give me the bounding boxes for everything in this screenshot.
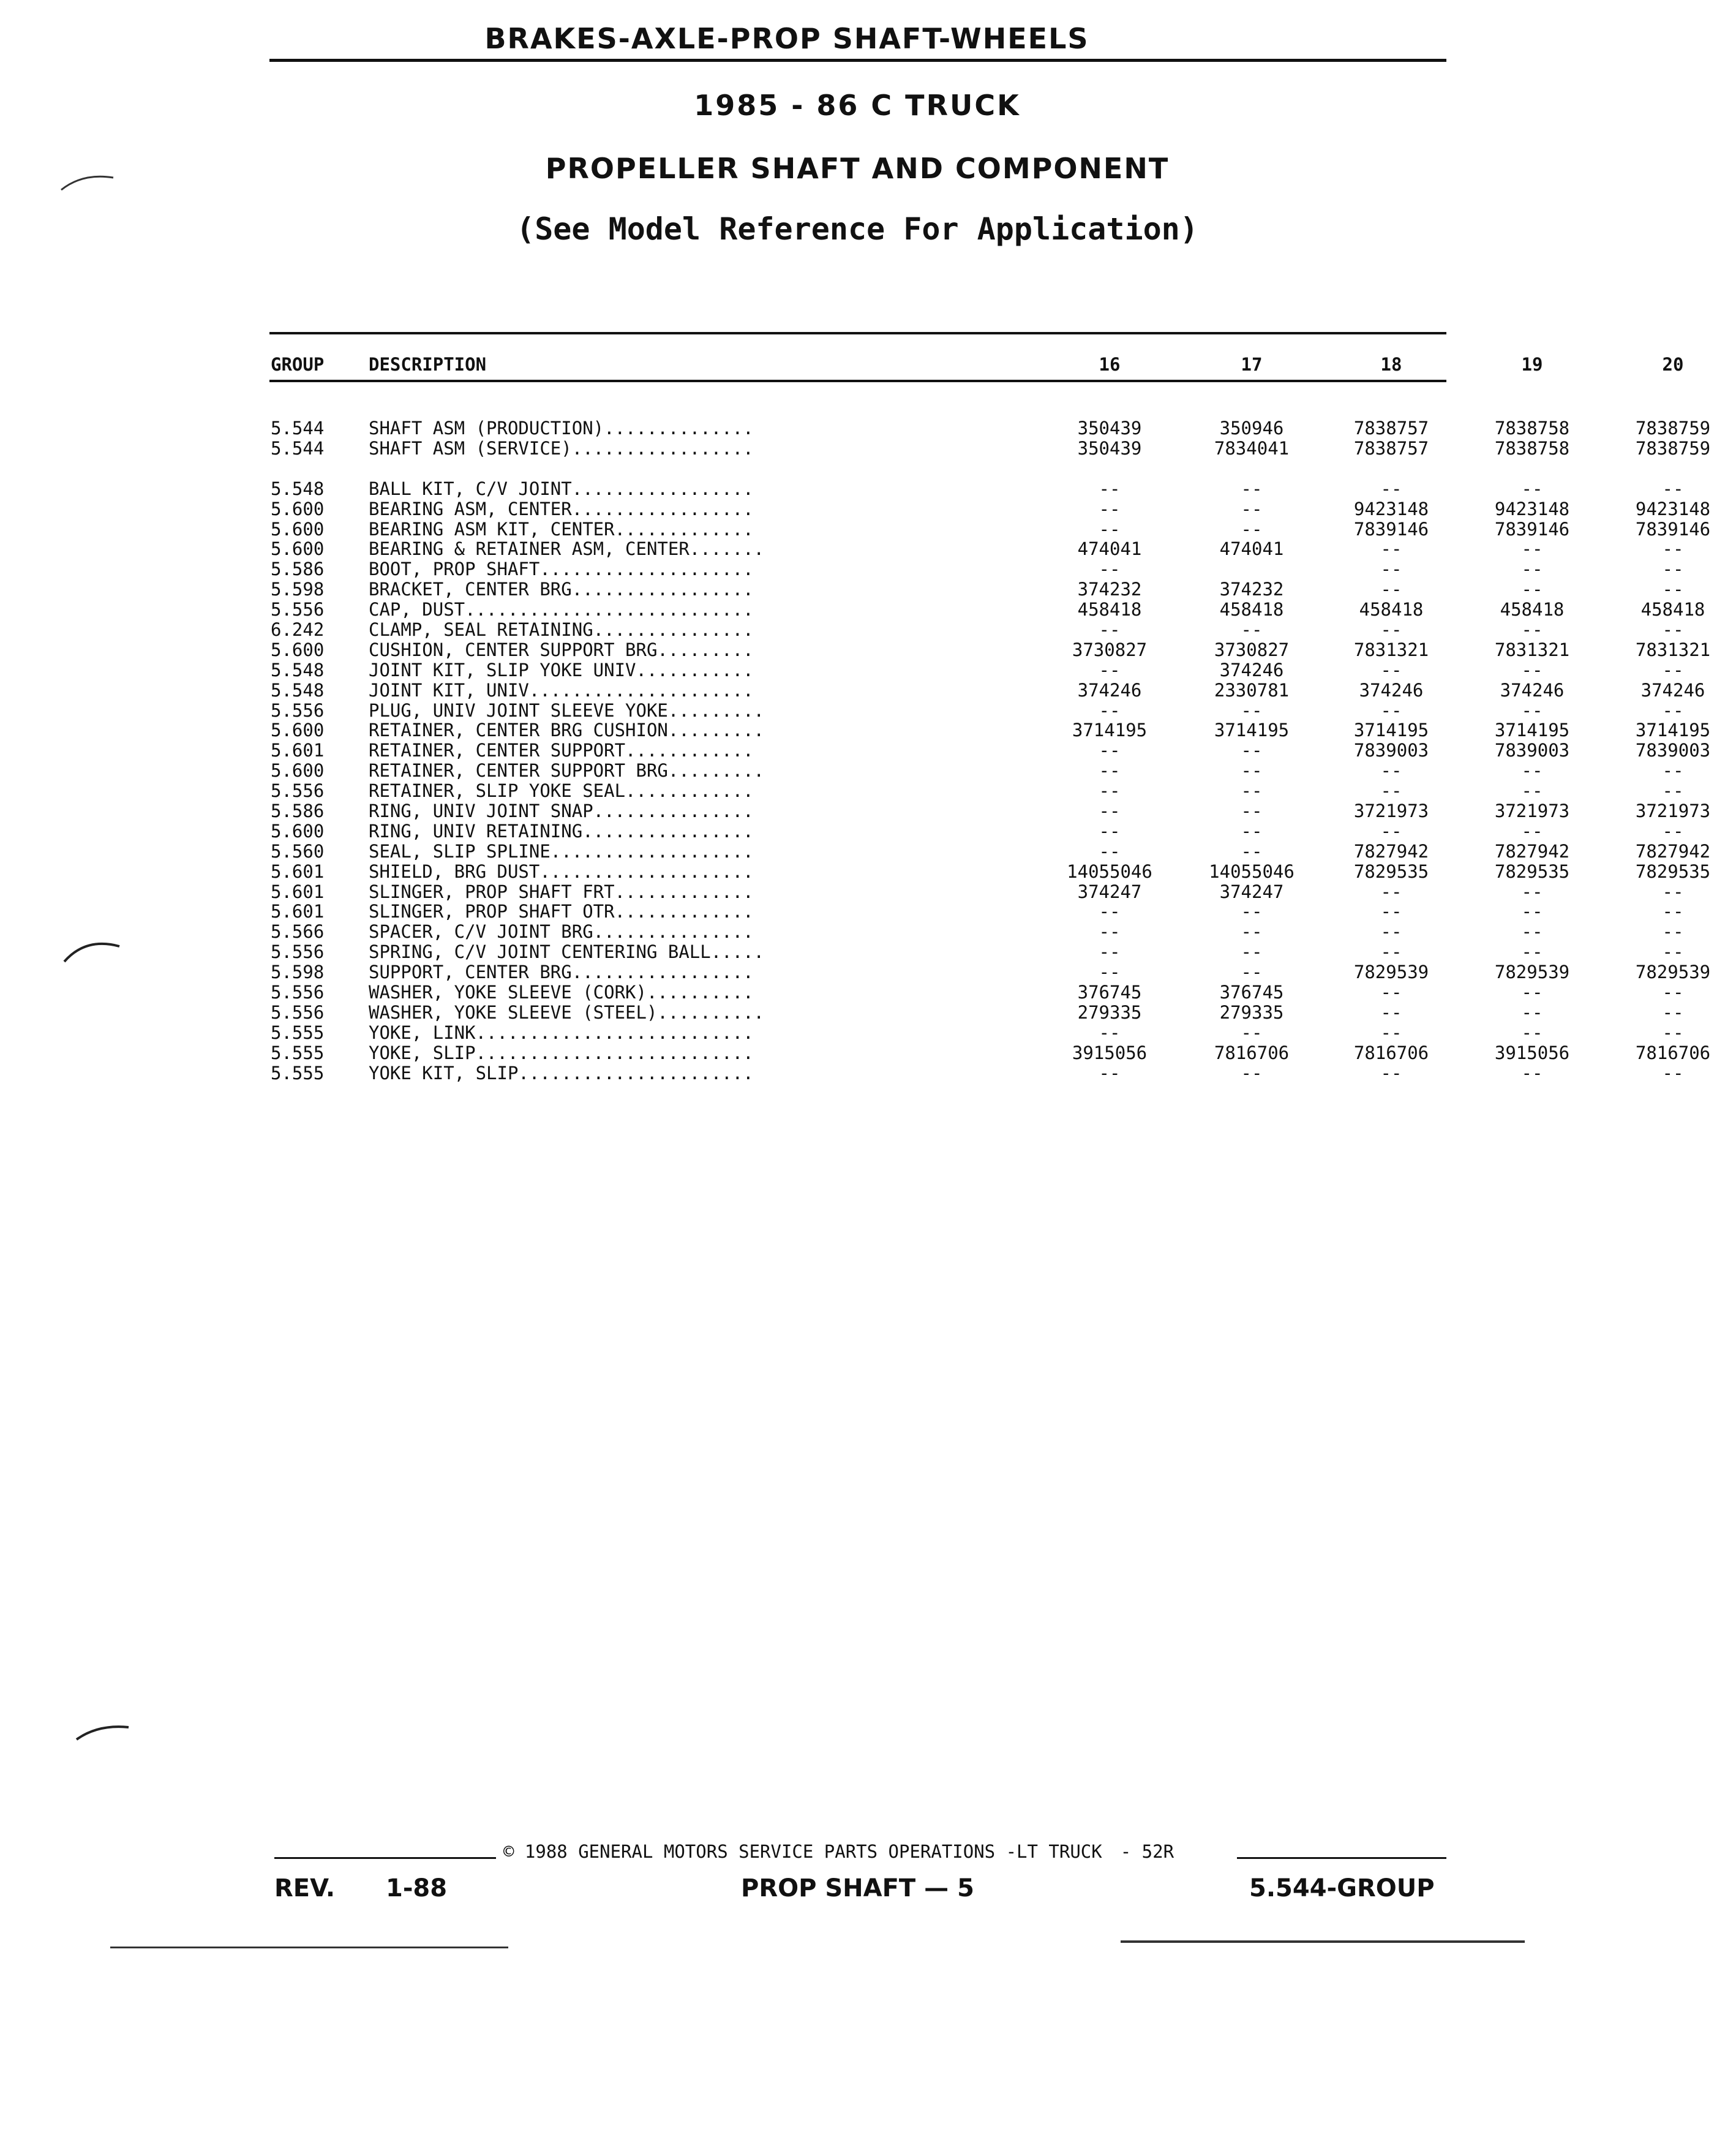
cell-description: RING, UNIV RETAINING................ [369, 820, 754, 842]
cell-18: -- [1380, 1001, 1402, 1023]
cell-19: 458418 [1500, 599, 1565, 620]
cell-18: 374246 [1359, 679, 1424, 701]
cell-group: 5.544 [271, 437, 325, 459]
cell-description: WASHER, YOKE SLEEVE (CORK).......... [369, 982, 754, 1003]
cell-16: 474041 [1077, 538, 1142, 560]
margin-mark [61, 934, 129, 965]
cell-description: BALL KIT, C/V JOINT................. [369, 478, 754, 499]
table-top-rule [269, 332, 1446, 334]
cell-20: 3721973 [1635, 801, 1711, 822]
cell-group: 5.586 [271, 801, 325, 822]
cell-19: -- [1521, 1001, 1543, 1023]
cell-20: 7829535 [1635, 861, 1711, 882]
cell-group: 5.601 [271, 740, 325, 761]
cell-16: -- [1099, 820, 1121, 842]
table-row [271, 1042, 1711, 1063]
cell-description: JOINT KIT, SLIP YOKE UNIV........... [369, 659, 754, 680]
table-row [271, 921, 1684, 943]
cell-19: 7838758 [1494, 418, 1570, 439]
cell-17: 7834041 [1214, 437, 1290, 459]
cell-16: -- [1099, 740, 1121, 761]
cell-description: SLINGER, PROP SHAFT FRT............. [369, 881, 754, 902]
cell-18: 7827942 [1353, 840, 1429, 862]
cell-group: 5.600 [271, 639, 325, 660]
cell-18: -- [1380, 538, 1402, 560]
cell-group: 5.600 [271, 820, 325, 842]
cell-description: YOKE, LINK.......................... [369, 1022, 754, 1043]
cell-19: 7829535 [1494, 861, 1570, 882]
cell-20: -- [1662, 881, 1684, 902]
table-row [271, 437, 1711, 459]
cell-17: 374232 [1219, 579, 1284, 600]
table-row [271, 941, 1684, 963]
table-row [271, 1022, 1684, 1043]
cell-19: -- [1521, 982, 1543, 1003]
cell-20: 7827942 [1635, 840, 1711, 862]
cell-18: -- [1380, 699, 1402, 721]
cell-20: 7839003 [1635, 740, 1711, 761]
table-header [271, 354, 1684, 379]
cell-17: -- [1241, 780, 1263, 802]
margin-mark [73, 1715, 141, 1746]
header-col-19: 19 [1521, 354, 1543, 375]
cell-18: -- [1380, 478, 1402, 499]
cell-17: 374247 [1219, 881, 1284, 902]
cell-16: -- [1099, 921, 1121, 943]
cell-17: 14055046 [1209, 861, 1295, 882]
cell-group: 5.600 [271, 760, 325, 782]
cell-16: 350439 [1077, 437, 1142, 459]
cell-18: 7829535 [1353, 861, 1429, 882]
cell-description: SPRING, C/V JOINT CENTERING BALL..... [369, 941, 765, 963]
cell-group: 5.556 [271, 780, 325, 802]
footer-rule-left [274, 1857, 496, 1859]
cell-16: 3714195 [1072, 720, 1148, 741]
cell-17: -- [1241, 962, 1263, 983]
cell-18: 458418 [1359, 599, 1424, 620]
cell-20: 7839146 [1635, 518, 1711, 540]
cell-group: 5.598 [271, 579, 325, 600]
table-row [271, 679, 1705, 701]
cell-19: -- [1521, 820, 1543, 842]
cell-16: 3915056 [1072, 1042, 1148, 1063]
cell-18: 3714195 [1353, 720, 1429, 741]
table-row [271, 659, 1684, 680]
cell-16: 374247 [1077, 881, 1142, 902]
cell-20: -- [1662, 478, 1684, 499]
cell-18: 7831321 [1353, 639, 1429, 660]
cell-18: -- [1380, 780, 1402, 802]
cell-17: -- [1241, 1022, 1263, 1043]
cell-19: -- [1521, 538, 1543, 560]
cell-19: 7829539 [1494, 962, 1570, 983]
header-col-18: 18 [1380, 354, 1402, 375]
cell-group: 5.600 [271, 498, 325, 519]
cell-18: 9423148 [1353, 498, 1429, 519]
cell-20: 7829539 [1635, 962, 1711, 983]
cell-20: 7816706 [1635, 1042, 1711, 1063]
vehicle-title: 1985 - 86 C TRUCK [694, 89, 1021, 122]
section-title: BRAKES-AXLE-PROP SHAFT-WHEELS [484, 22, 1089, 55]
cell-17: -- [1241, 801, 1263, 822]
cell-16: -- [1099, 619, 1121, 641]
cell-18: -- [1380, 982, 1402, 1003]
header-rule [269, 59, 1446, 62]
section-label: PROP SHAFT — 5 [741, 1874, 974, 1902]
cell-group: 5.566 [271, 921, 325, 943]
cell-20: 9423148 [1635, 498, 1711, 519]
header-description: DESCRIPTION [369, 354, 487, 375]
cell-16: -- [1099, 478, 1121, 499]
cell-19: -- [1521, 619, 1543, 641]
margin-mark [58, 165, 126, 196]
cell-group: 5.601 [271, 881, 325, 902]
cell-group: 5.586 [271, 559, 325, 580]
cell-17: -- [1241, 518, 1263, 540]
cell-16: 279335 [1077, 1001, 1142, 1023]
cell-18: -- [1380, 1022, 1402, 1043]
copyright-line [503, 1841, 1192, 1862]
cell-20: -- [1662, 1001, 1684, 1023]
parts-table [271, 418, 1711, 1084]
cell-group: 5.555 [271, 1022, 325, 1043]
cell-description: RETAINER, CENTER SUPPORT............ [369, 740, 754, 761]
cell-16: -- [1099, 518, 1121, 540]
cell-16: 376745 [1077, 982, 1142, 1003]
cell-description: RETAINER, SLIP YOKE SEAL............ [369, 780, 754, 802]
cell-19: -- [1521, 699, 1543, 721]
cell-19: -- [1521, 901, 1543, 922]
cell-20: -- [1662, 659, 1684, 680]
cell-description: BEARING ASM KIT, CENTER............. [369, 518, 754, 540]
cell-19: 9423148 [1494, 498, 1570, 519]
cell-16: 350439 [1077, 418, 1142, 439]
cell-19: 374246 [1500, 679, 1565, 701]
cell-20: 7838759 [1635, 437, 1711, 459]
cell-18: -- [1380, 619, 1402, 641]
bottom-scan-line [110, 1947, 508, 1948]
header-col-17: 17 [1241, 354, 1263, 375]
cell-16: -- [1099, 498, 1121, 519]
cell-19: -- [1521, 579, 1543, 600]
cell-18: 7839003 [1353, 740, 1429, 761]
cell-group: 5.548 [271, 679, 325, 701]
cell-19: 7838758 [1494, 437, 1570, 459]
cell-description: SHAFT ASM (SERVICE)................. [369, 437, 754, 459]
cell-16: 458418 [1077, 599, 1142, 620]
cell-description: CAP, DUST........................... [369, 599, 754, 620]
cell-group: 5.598 [271, 962, 325, 983]
cell-description: RETAINER, CENTER SUPPORT BRG......... [369, 760, 765, 782]
cell-group: 5.600 [271, 518, 325, 540]
cell-group: 5.556 [271, 699, 325, 721]
cell-19: -- [1521, 659, 1543, 680]
cell-20: -- [1662, 579, 1684, 600]
cell-17: 374246 [1219, 659, 1284, 680]
cell-18: -- [1380, 579, 1402, 600]
cell-17: -- [1241, 840, 1263, 862]
cell-20: -- [1662, 921, 1684, 943]
cell-18: -- [1380, 921, 1402, 943]
cell-17: -- [1241, 740, 1263, 761]
cell-19: -- [1521, 1022, 1543, 1043]
cell-17: -- [1241, 941, 1263, 963]
table-row [271, 599, 1705, 620]
cell-19: -- [1521, 478, 1543, 499]
cell-description: WASHER, YOKE SLEEVE (STEEL).......... [369, 1001, 765, 1023]
cell-description: SUPPORT, CENTER BRG................. [369, 962, 754, 983]
page-subtitle: PROPELLER SHAFT AND COMPONENT [545, 152, 1170, 185]
cell-19: -- [1521, 780, 1543, 802]
cell-16: -- [1099, 780, 1121, 802]
cell-18: -- [1380, 659, 1402, 680]
cell-20: -- [1662, 538, 1684, 560]
cell-20: 7838759 [1635, 418, 1711, 439]
table-row [271, 1001, 1684, 1023]
cell-16: 14055046 [1067, 861, 1152, 882]
cell-18: -- [1380, 941, 1402, 963]
cell-20: -- [1662, 619, 1684, 641]
cell-group: 5.601 [271, 901, 325, 922]
cell-description: BRACKET, CENTER BRG................. [369, 579, 754, 600]
cell-20: 7831321 [1635, 639, 1711, 660]
cell-17: 7816706 [1214, 1042, 1290, 1063]
cell-17: -- [1241, 478, 1263, 499]
cell-17: -- [1241, 760, 1263, 782]
cell-20: -- [1662, 982, 1684, 1003]
cell-16: -- [1099, 840, 1121, 862]
table-row [271, 639, 1711, 660]
cell-19: -- [1521, 921, 1543, 943]
page-code: - 52R [1120, 1841, 1174, 1862]
cell-description: BEARING ASM, CENTER................. [369, 498, 754, 519]
cell-19: -- [1521, 881, 1543, 902]
cell-19: 7827942 [1494, 840, 1570, 862]
cell-17: 3714195 [1214, 720, 1290, 741]
footer-rule-right [1237, 1857, 1446, 1859]
cell-18: -- [1380, 1062, 1402, 1084]
cell-19: 3915056 [1494, 1042, 1570, 1063]
cell-16: -- [1099, 941, 1121, 963]
table-row [271, 881, 1684, 902]
cell-16: -- [1099, 801, 1121, 822]
table-row [271, 498, 1711, 519]
table-row [271, 538, 1684, 560]
cell-19: 7839003 [1494, 740, 1570, 761]
cell-17: 279335 [1219, 1001, 1284, 1023]
cell-17: -- [1241, 699, 1263, 721]
cell-19: -- [1521, 941, 1543, 963]
cell-20: -- [1662, 760, 1684, 782]
cell-group: 6.242 [271, 619, 325, 641]
cell-20: -- [1662, 780, 1684, 802]
cell-group: 5.556 [271, 599, 325, 620]
cell-17: -- [1241, 921, 1263, 943]
cell-20: -- [1662, 699, 1684, 721]
cell-group: 5.556 [271, 982, 325, 1003]
table-row [271, 619, 1684, 641]
cell-20: 3714195 [1635, 720, 1711, 741]
cell-group: 5.600 [271, 720, 325, 741]
cell-18: -- [1380, 760, 1402, 782]
cell-16: 3730827 [1072, 639, 1148, 660]
cell-16: -- [1099, 901, 1121, 922]
cell-18: -- [1380, 820, 1402, 842]
cell-description: YOKE KIT, SLIP...................... [369, 1062, 754, 1084]
cell-19: 3721973 [1494, 801, 1570, 822]
table-row [271, 901, 1684, 922]
header-col-20: 20 [1662, 354, 1684, 375]
cell-group: 5.544 [271, 418, 325, 439]
cell-19: 7831321 [1494, 639, 1570, 660]
bottom-scan-line [1121, 1940, 1525, 1943]
cell-18: 7839146 [1353, 518, 1429, 540]
cell-20: -- [1662, 901, 1684, 922]
header-group: GROUP [271, 354, 325, 375]
cell-16: 374246 [1077, 679, 1142, 701]
table-row [271, 418, 1711, 439]
cell-description: SHAFT ASM (PRODUCTION).............. [369, 418, 754, 439]
cell-description: SLINGER, PROP SHAFT OTR............. [369, 901, 754, 922]
table-row [271, 559, 1684, 580]
copyright-text: © 1988 GENERAL MOTORS SERVICE PARTS OPERATIONS -LT TRUCK [503, 1841, 1102, 1862]
cell-16: -- [1099, 760, 1121, 782]
table-row [271, 478, 1684, 499]
cell-description: YOKE, SLIP.......................... [369, 1042, 754, 1063]
cell-description: PLUG, UNIV JOINT SLEEVE YOKE......... [369, 699, 765, 721]
table-row [271, 962, 1711, 983]
cell-17: 458418 [1219, 599, 1284, 620]
cell-17: 474041 [1219, 538, 1284, 560]
cell-16: -- [1099, 1062, 1121, 1084]
cell-description: CUSHION, CENTER SUPPORT BRG......... [369, 639, 754, 660]
cell-group: 5.548 [271, 659, 325, 680]
cell-16: 374232 [1077, 579, 1142, 600]
table-row [271, 861, 1711, 882]
table-row [271, 820, 1684, 842]
cell-20: -- [1662, 820, 1684, 842]
table-row [271, 720, 1711, 741]
cell-description: BOOT, PROP SHAFT.................... [369, 559, 754, 580]
cell-16: -- [1099, 699, 1121, 721]
cell-description: SHIELD, BRG DUST.................... [369, 861, 754, 882]
cell-18: 7838757 [1353, 418, 1429, 439]
table-header-rule [269, 380, 1446, 382]
revision-date: 1-88 [386, 1874, 448, 1902]
cell-20: -- [1662, 1022, 1684, 1043]
table-row [271, 1062, 1684, 1084]
cell-group: 5.556 [271, 1001, 325, 1023]
cell-18: -- [1380, 881, 1402, 902]
cell-18: -- [1380, 559, 1402, 580]
cell-17: 376745 [1219, 982, 1284, 1003]
cell-20: 374246 [1640, 679, 1705, 701]
cell-group: 5.555 [271, 1062, 325, 1084]
cell-description: RETAINER, CENTER BRG CUSHION......... [369, 720, 765, 741]
table-row [271, 760, 1684, 782]
cell-17: 350946 [1219, 418, 1284, 439]
cell-17: -- [1241, 820, 1263, 842]
cell-18: 7816706 [1353, 1042, 1429, 1063]
cell-17: -- [1241, 498, 1263, 519]
cell-18: 3721973 [1353, 801, 1429, 822]
table-row [271, 982, 1684, 1003]
cell-20: -- [1662, 559, 1684, 580]
cell-18: 7829539 [1353, 962, 1429, 983]
cell-group: 5.556 [271, 941, 325, 963]
table-row [271, 740, 1711, 761]
table-row [271, 699, 1684, 721]
cell-16: -- [1099, 962, 1121, 983]
cell-20: -- [1662, 941, 1684, 963]
cell-description: SPACER, C/V JOINT BRG............... [369, 921, 754, 943]
cell-17: 3730827 [1214, 639, 1290, 660]
cell-group: 5.601 [271, 861, 325, 882]
cell-description: BEARING & RETAINER ASM, CENTER....... [369, 538, 765, 560]
revision-label: REV. [274, 1874, 336, 1902]
table-row [271, 579, 1684, 600]
cell-description: RING, UNIV JOINT SNAP............... [369, 801, 754, 822]
cell-16: -- [1099, 659, 1121, 680]
cell-20: -- [1662, 1062, 1684, 1084]
table-row [271, 518, 1711, 540]
cell-19: 7839146 [1494, 518, 1570, 540]
cell-17: 2330781 [1214, 679, 1290, 701]
cell-20: 458418 [1640, 599, 1705, 620]
cell-19: -- [1521, 559, 1543, 580]
cell-19: -- [1521, 1062, 1543, 1084]
group-label: 5.544-GROUP [1249, 1874, 1435, 1902]
cell-16: -- [1099, 1022, 1121, 1043]
cell-description: SEAL, SLIP SPLINE................... [369, 840, 754, 862]
table-row [271, 801, 1711, 822]
cell-group: 5.548 [271, 478, 325, 499]
cell-group: 5.560 [271, 840, 325, 862]
cell-17: -- [1241, 619, 1263, 641]
cell-17: -- [1241, 1062, 1263, 1084]
header-col-16: 16 [1099, 354, 1121, 375]
cell-group: 5.600 [271, 538, 325, 560]
table-row [271, 840, 1711, 862]
cell-description: JOINT KIT, UNIV..................... [369, 679, 754, 701]
cell-description: CLAMP, SEAL RETAINING............... [369, 619, 754, 641]
cell-16: -- [1099, 559, 1121, 580]
cell-19: -- [1521, 760, 1543, 782]
application-note: (See Model Reference For Application) [516, 211, 1198, 247]
table-row [271, 780, 1684, 802]
cell-17: -- [1241, 901, 1263, 922]
cell-18: 7838757 [1353, 437, 1429, 459]
cell-19: 3714195 [1494, 720, 1570, 741]
cell-18: -- [1380, 901, 1402, 922]
cell-group: 5.555 [271, 1042, 325, 1063]
